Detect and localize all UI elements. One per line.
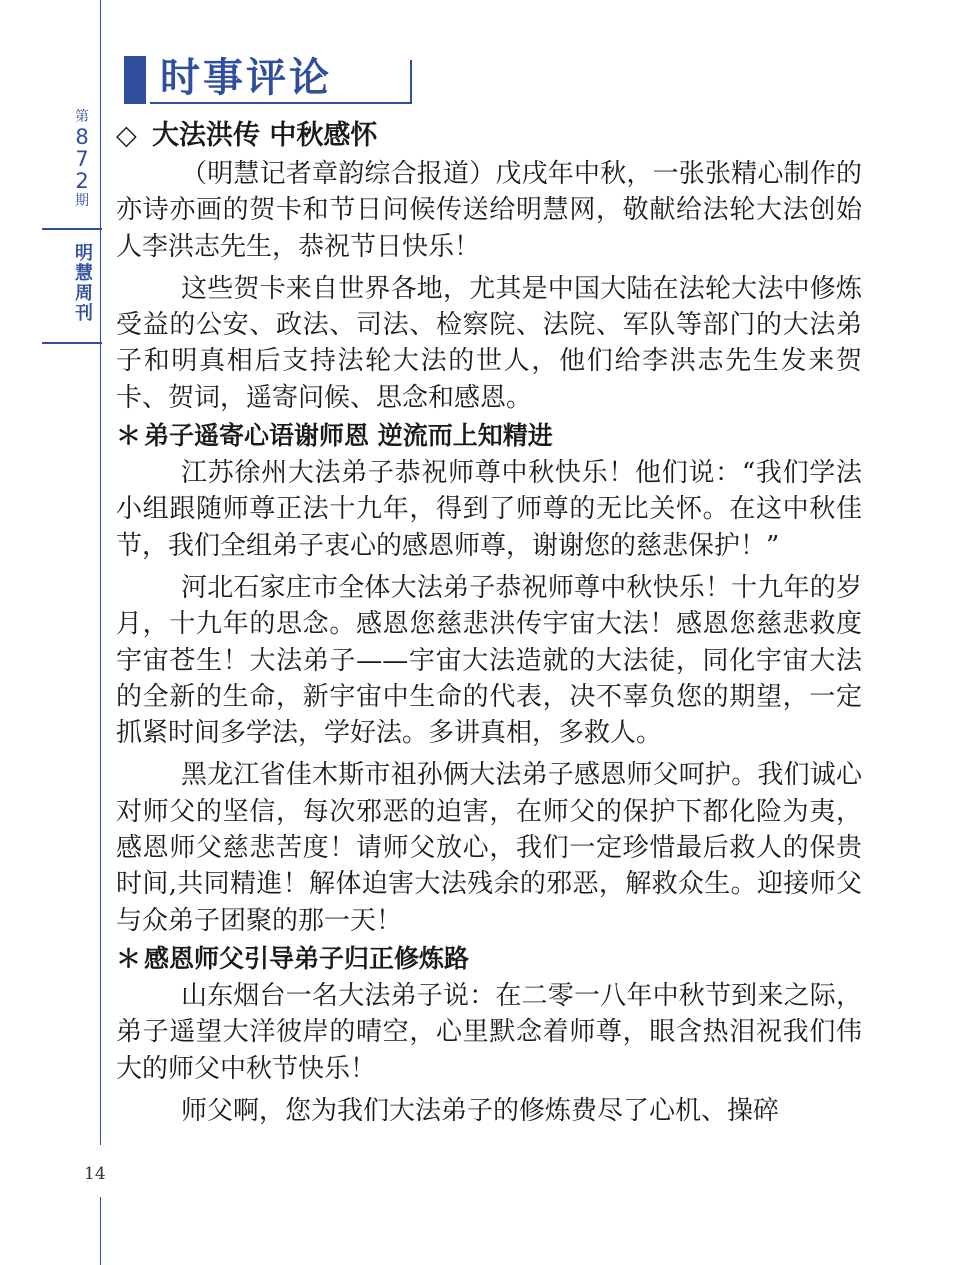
section-underline xyxy=(150,102,412,104)
article-body xyxy=(116,116,862,1129)
issue-digit: 2 xyxy=(75,169,89,193)
section-header xyxy=(124,54,414,106)
issue-suffix: 期 xyxy=(75,193,89,209)
paragraph: 黑龙江省佳木斯市祖孙俩大法弟子感恩师父呵护。我们诚心对师父的坚信，每次邪恶的迫害，在师父的保护下都化险为夷，感恩师父慈悲苦度！请师父放心，我们一定珍惜最后救人的保贵时间,共同精進！解体迫害大法残余的邪恶，解救众生。迎接师父与众弟子团聚的那一天！ xyxy=(116,760,862,936)
subheading xyxy=(116,940,862,978)
article-title-text: 大法洪传 中秋感怀 xyxy=(152,120,378,151)
magazine-name-char: 明 xyxy=(75,243,93,264)
magazine-name-char: 慧 xyxy=(75,263,93,284)
sidebar-divider xyxy=(42,342,102,344)
sidebar-divider xyxy=(42,228,102,230)
diamond-icon: ◇ xyxy=(116,120,137,151)
issue-digit: 8 xyxy=(75,125,89,149)
paragraph: （明慧记者章韵综合报道）戊戌年中秋，一张张精心制作的亦诗亦画的贺卡和节日问候传送给明慧网，敬献给法轮大法创始人李洪志先生，恭祝节日快乐！ xyxy=(116,159,862,262)
issue-digit: 7 xyxy=(75,147,89,171)
magazine-name-char: 刊 xyxy=(75,303,93,324)
paragraph: 这些贺卡来自世界各地，尤其是中国大陆在法轮大法中修炼受益的公安、政法、司法、检察院、法院、军队等部门的大法弟子和明真相后支持法轮大法的世人，他们给李洪志先生发来贺卡、贺词，遥寄问候、思念和感恩。 xyxy=(116,273,862,413)
paragraph: 师父啊，您为我们大法弟子的修炼费尽了心机、操碎 xyxy=(181,1095,780,1126)
section-title: 时事评论 xyxy=(160,55,332,101)
paragraph: 江苏徐州大法弟子恭祝师尊中秋快乐！他们说：“我们学法小组跟随师尊正法十九年，得到了师尊的无比关怀。在这中秋佳节，我们全组弟子衷心的感恩师尊，谢谢您的慈悲保护！” xyxy=(116,458,862,561)
issue-prefix: 第 xyxy=(75,109,89,125)
paragraph: 河北石家庄市全体大法弟子恭祝师尊中秋快乐！十九年的岁月，十九年的思念。感恩您慈悲洪传宇宙大法！感恩您慈悲救度宇宙苍生！大法弟子——宇宙大法造就的大法徒，同化宇宙大法的全新的生命，新宇宙中生命的代表，决不辜负您的期望，一定抓紧时间多学法，学好法。多讲真相，多救人。 xyxy=(116,572,862,749)
magazine-name xyxy=(66,244,102,324)
asterisk-icon: ＊ xyxy=(116,943,142,973)
magazine-name-char: 周 xyxy=(75,283,93,304)
section-bar xyxy=(124,56,146,104)
subheading-text: 感恩师父引导弟子归正修炼路 xyxy=(144,943,470,973)
subheading-text: 弟子遥寄心语谢师恩 逆流而上知精进 xyxy=(144,421,553,451)
article-title xyxy=(116,116,862,156)
subheading xyxy=(116,417,862,455)
issue-number xyxy=(62,108,102,210)
paragraph: 山东烟台一名大法弟子说：在二零一八年中秋节到来之际，弟子遥望大洋彼岸的晴空，心里默念着师尊，眼含热泪祝我们伟大的师父中秋节快乐！ xyxy=(116,980,862,1084)
page-number: 14 xyxy=(84,1164,106,1184)
section-border xyxy=(410,60,412,104)
asterisk-icon: ＊ xyxy=(116,421,142,451)
